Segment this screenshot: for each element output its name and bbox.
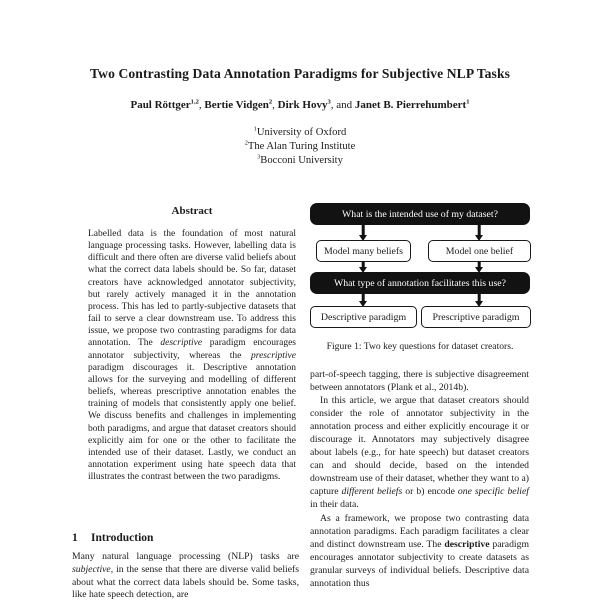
introduction-paragraph: Many natural language processing (NLP) tasks are subjective, in the sense that there are diverse valid beliefs about what the correct data labels should be. Some tasks, like hate speech detection, are	[72, 551, 299, 600]
figure-question-box-1: What is the intended use of my dataset?	[310, 203, 530, 225]
abstract-text: Labelled data is the foundation of most natural language processing tasks. However, labelling data is difficult and there often are diverse valid beliefs about what the correct data labels should be. So far, dataset creators have acknowledged annotator subjectivity, but rarely actively managed it in the annotation process. This has led to partly-subjective datasets that fail to serve a clear downstream use. To address this issue, we propose two contrasting paradigms for data annotation. The descriptive paradigm encourages annotator subjectivity, whereas the prescriptive paradigm discourages it. Descriptive annotation allows for the surveying and modelling of different beliefs, whereas prescriptive annotation enables the training of models that consistently apply one belief. We discuss benefits and challenges in implementing both paradigms, and argue that dataset creators should explicitly aim for one or the other to facilitate the intended use of their dataset. Lastly, we conduct an annotation experiment using hate speech data that illustrates the contrast between the two paradigms.	[88, 229, 296, 483]
affiliation-line: $^1$University of Oxford	[253, 125, 347, 138]
figure-box-descriptive-paradigm: Descriptive paradigm	[310, 306, 417, 328]
section-number: 1	[72, 532, 78, 544]
figure-option-model-one-belief: Model one belief	[428, 240, 531, 262]
figure-option-model-many-beliefs: Model many beliefs	[316, 240, 411, 262]
figure-box-prescriptive-paradigm: Prescriptive paradigm	[421, 306, 531, 328]
figure-arrow-row	[310, 225, 530, 240]
authors-line: Paul Röttger$^{1,2}$, Bertie Vidgen$^2$, Dirk Hovy$^3$, and Janet B. Pierrehumbert$^1$	[130, 98, 470, 111]
section-heading-introduction	[72, 532, 299, 544]
arrow-down-icon	[474, 294, 484, 306]
affiliations-block	[0, 126, 600, 168]
figure-caption: Figure 1: Two key questions for dataset creators.	[326, 341, 514, 352]
abstract-heading: Abstract	[171, 205, 213, 217]
section-title: Introduction	[91, 532, 154, 544]
right-column-text	[310, 368, 529, 590]
figure-arrow-row	[310, 262, 530, 272]
figure-1	[310, 203, 530, 352]
affiliation-line: $^2$The Alan Turing Institute	[244, 139, 356, 152]
body-paragraph: part-of-speech tagging, there is subjective disagreement between annotators (Plank et al., 2014b).	[310, 369, 529, 394]
arrow-down-icon	[358, 294, 368, 306]
body-paragraph: In this article, we argue that dataset creators should consider the role of annotator subjectivity in the annotation process and either explicitly encourage it or discourage it. Annotators may subjectively disagree about labels (e.g., for hate speech) but dataset creators can and should decide, based on the intended downstream use of their dataset, whether they want to a) capture different beliefs or b) encode one specific belief in their data.	[310, 395, 529, 511]
figure-option-row	[310, 240, 530, 262]
figure-question-box-2: What type of annotation facilitates this use?	[310, 272, 530, 294]
arrow-down-icon	[474, 225, 484, 240]
figure-arrow-row	[310, 294, 530, 306]
affiliation-line: $^3$Bocconi University	[257, 153, 343, 166]
figure-paradigm-row	[310, 306, 530, 328]
body-paragraph: As a framework, we propose two contrasting data annotation paradigms. Each paradigm facilitates a clear and distinct downstream use. The descriptive paradigm encourages annotator subjectivity to create datasets as granular surveys of individual beliefs. Descriptive data annotation thus	[310, 512, 529, 589]
arrow-down-icon	[474, 262, 484, 272]
arrow-down-icon	[358, 262, 368, 272]
arrow-down-icon	[358, 225, 368, 240]
paper-title: Two Contrasting Data Annotation Paradigms for Subjective NLP Tasks	[90, 66, 510, 81]
